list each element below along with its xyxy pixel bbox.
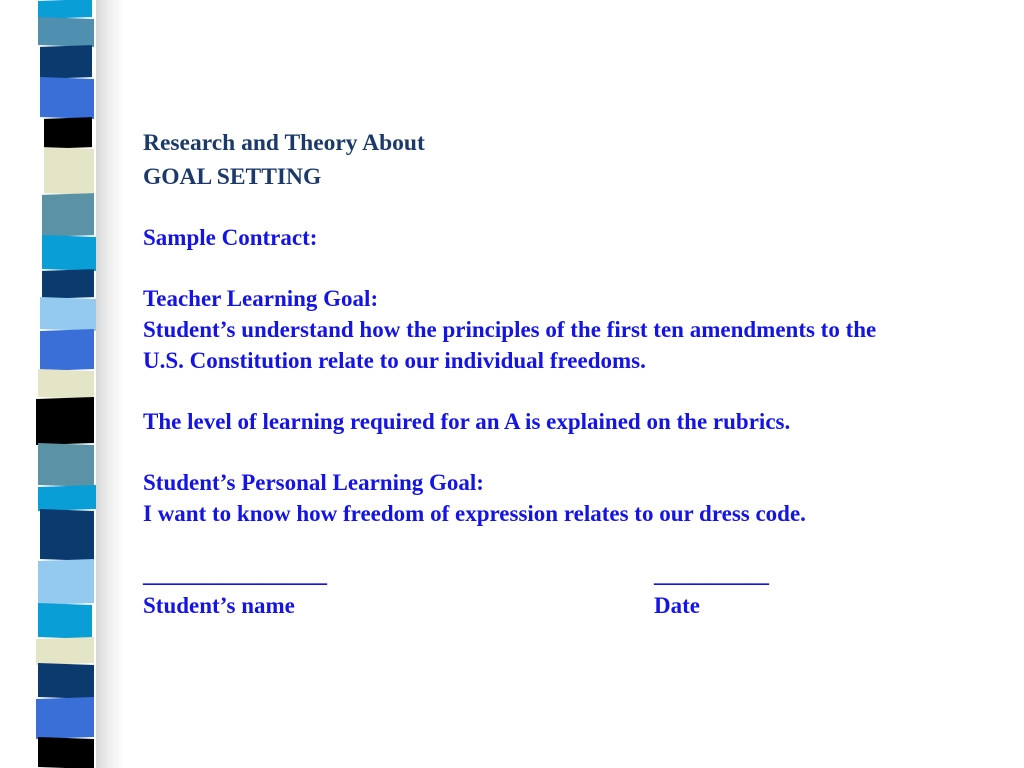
sample-contract-label: Sample Contract: (143, 225, 318, 250)
personal-goal-text: I want to know how freedom of expression relates to our dress code. (143, 501, 806, 526)
decorative-stripe (36, 397, 94, 445)
decorative-stripe (42, 269, 94, 299)
title-line-2: GOAL SETTING (143, 164, 322, 190)
decorative-stripe (38, 485, 96, 511)
student-name-label: Student’s name (143, 593, 295, 618)
decorative-stripe (38, 17, 94, 47)
decorative-stripe (44, 117, 92, 149)
decorative-stripe (38, 559, 94, 605)
slide-body (143, 126, 1003, 621)
decorative-stripe (38, 369, 94, 399)
band-shadow (96, 0, 124, 768)
signature-blanks-row (143, 559, 1003, 590)
decorative-stripe (38, 443, 94, 487)
teacher-goal-line-2: U.S. Constitution relate to our individual freedoms. (143, 348, 646, 373)
decorative-stripe (40, 329, 94, 371)
decorative-stripe (38, 663, 94, 699)
decorative-stripe (36, 697, 94, 739)
teacher-goal-line-1: Student’s understand how the principles of the first ten amendments to the (143, 317, 877, 342)
decorative-stripe (38, 603, 92, 639)
decorative-stripe (38, 0, 92, 19)
decorative-stripe (42, 235, 96, 271)
date-label: Date (654, 593, 700, 618)
teacher-goal-label: Teacher Learning Goal: (143, 286, 379, 311)
rubric-note: The level of learning required for an A is explained on the rubrics. (143, 409, 791, 434)
decorative-stripe (44, 147, 94, 195)
decorative-stripe (36, 637, 94, 665)
decorative-stripe-band (0, 0, 100, 768)
decorative-stripe (40, 509, 94, 561)
decorative-stripe (40, 77, 94, 119)
decorative-stripe (40, 45, 92, 79)
student-name-blank: ________________ (143, 562, 327, 587)
decorative-stripe (42, 193, 94, 237)
signature-labels-row (143, 590, 1003, 621)
date-blank: __________ (654, 562, 769, 587)
decorative-stripe (38, 737, 94, 768)
decorative-stripe (40, 297, 96, 331)
personal-goal-label: Student’s Personal Learning Goal: (143, 470, 484, 495)
title-line-1: Research and Theory About (143, 130, 425, 156)
